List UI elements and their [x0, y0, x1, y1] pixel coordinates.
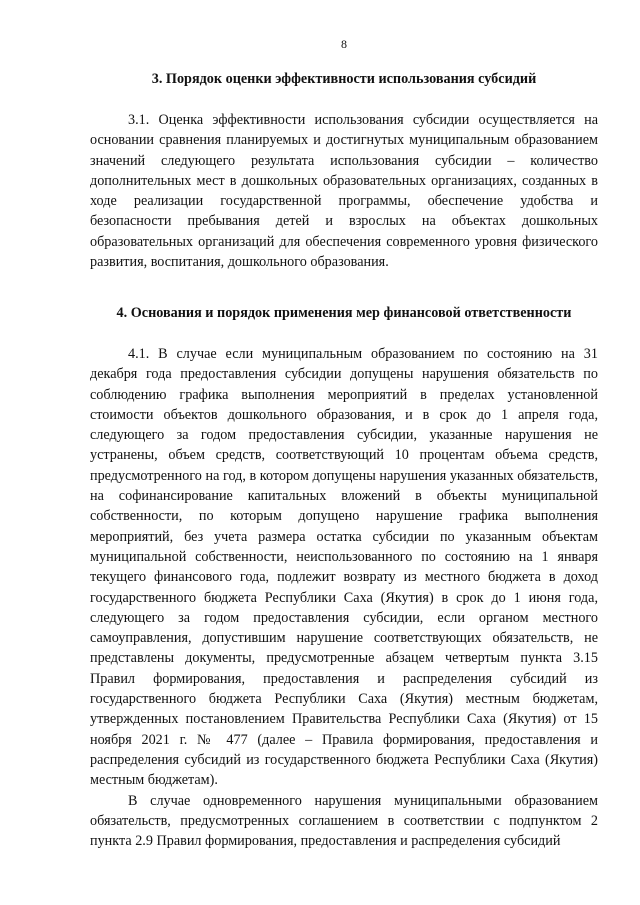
paragraph-4-1-continuation: В случае одновременного нарушения муниципальными образованием обязательств, предусмотренных соглашением в соответствии с подпунктом 2 пункта 2.9 Правил формирования, предоставления и распределения субсидий: [90, 792, 598, 850]
document-page: [90, 0, 598, 905]
section-4-body: [90, 344, 598, 851]
section-3-heading: 3. Порядок оценки эффективности использования субсидий: [151, 71, 537, 87]
page-number: 8: [341, 37, 347, 51]
paragraph-3-1: 3.1. Оценка эффективности использования субсидии осуществляется на основании сравнения планируемых и достигнутых муниципальным образованием значений следующего результата использования субсидии – количество дополнительных мест в дошкольных образовательных организациях, созданных в ходе реализации государственной программы, обеспечение удобства и безопасности пребывания детей и взрослых на объектах дошкольных образовательных организаций для обеспечения современного уровня физического развития, воспитания, дошкольного образования.: [90, 112, 598, 271]
paragraph-4-1: 4.1. В случае если муниципальным образованием по состоянию на 31 декабря года предоставления субсидии допущены нарушения обязательств по соблюдению графика выполнения мероприятий в пределах установленной стоимости объектов дошкольного образования, и в срок до 1 апреля года, следующего за годом предоставления субсидии, указанные нарушения не устранены, объем средств, соответствующий 10 процентам объема средств, предусмотренного на год, в котором допущены нарушения указанных обязательств, на софинансирование капитальных вложений в объекты муниципальной собственности, по которым допущено нарушение графика выполнения мероприятий, без учета размера остатка субсидии по указанным объектам муниципальной собственности, неиспользованного по состоянию на 1 января текущего финансового года, подлежит возврату из местного бюджета в доход государственного бюджета Республики Саха (Якутия) в срок до 1 июня года, следующего за годом предоставления субсидии, если органом местного самоуправления, допустившим нарушение соответствующих обязательств, не представлены документы, предусмотренные абзацем четвертым пункта 3.15 Правил формирования, предоставления и распределения субсидий из государственного бюджета Республики Саха (Якутия) местным бюджетам, утвержденных постановлением Правительства Республики Саха (Якутия) от 15 ноября 2021 г. № 477 (далее – Правила формирования, предоставления и распределения субсидий из государственного бюджета Республики Саха (Якутия) местным бюджетам).: [90, 346, 598, 789]
section-4-heading: 4. Основания и порядок применения мер финансовой ответственности: [116, 305, 572, 321]
